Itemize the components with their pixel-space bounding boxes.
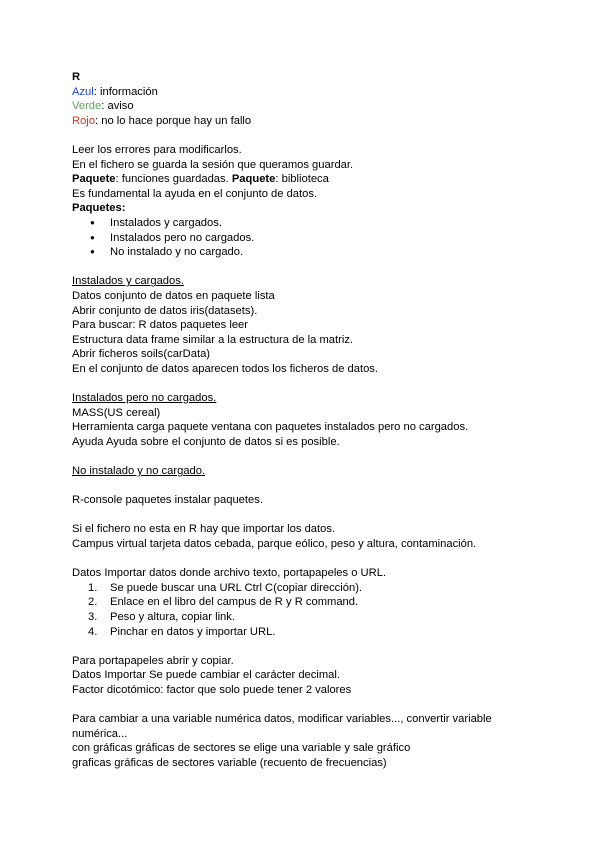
step-number: 4. <box>88 625 98 638</box>
s1-line: En el conjunto de datos aparecen todos los ficheros de datos. <box>72 362 378 375</box>
list-item <box>72 581 532 596</box>
intro-line-1: Leer los errores para modificarlos. <box>72 143 242 156</box>
list-item: ● Instalados pero no cargados. <box>72 231 532 246</box>
document-page <box>72 70 532 771</box>
legend-blue-label: Azul <box>72 85 94 98</box>
legend-blue-sep: : <box>93 85 97 98</box>
s2-line: Ayuda Ayuda sobre el conjunto de datos si es posible. <box>72 435 340 448</box>
step-text: Enlace en el libro del campus de R y R command. <box>110 596 359 609</box>
paquetes-heading: Paquetes: <box>72 202 126 215</box>
s3-line: Campus virtual tarjeta datos cebada, parque eólico, peso y altura, contaminación. <box>72 538 477 550</box>
list-item <box>72 610 532 625</box>
s3-line: Para cambiar a una variable numérica datos, modificar variables..., convertir variable numérica... <box>72 713 492 740</box>
s1-line: Datos conjunto de datos en paquete lista <box>72 289 275 302</box>
section-heading-instalados-cargados: Instalados y cargados. <box>72 275 184 288</box>
s3-line: Datos Importar datos donde archivo texto, portapapeles o URL. <box>72 567 387 580</box>
legend-blue-text: información <box>96 85 158 98</box>
s2-line: MASS(US cereal) <box>72 406 161 419</box>
step-text: Peso y altura, copiar link. <box>110 610 235 623</box>
step-text: Pinchar en datos y importar URL. <box>110 625 276 638</box>
list-item: ● No instalado y no cargado. <box>72 245 532 260</box>
paquete-def-1: : funciones guardadas. <box>115 173 232 186</box>
s3-line: graficas gráficas de sectores variable (recuento de frecuencias) <box>72 756 387 769</box>
doc-title: R <box>72 71 81 83</box>
legend-green-text: aviso <box>104 100 134 113</box>
paquete-term-1: Paquete <box>72 173 116 186</box>
legend-red-label: Rojo <box>72 114 96 127</box>
legend-green-label: Verde <box>72 100 102 113</box>
s1-line: Abrir conjunto de datos iris(datasets). <box>72 304 258 317</box>
legend-blue <box>72 85 532 100</box>
s3-line: Datos Importar Se puede cambiar el carácter decimal. <box>72 669 340 682</box>
paquete-def-2: : biblioteca <box>275 173 329 186</box>
list-item <box>72 625 532 640</box>
import-steps-list <box>72 581 532 639</box>
s3-line: Factor dicotómico: factor que solo puede tener 2 valores <box>72 683 352 696</box>
legend-green <box>72 99 532 114</box>
legend-red-sep: : <box>95 114 99 127</box>
s3-line: con gráficas gráficas de sectores se elige una variable y sale gráfico <box>72 742 411 755</box>
paquete-term-2: Paquete <box>231 173 276 186</box>
s3-line: R-console paquetes instalar paquetes. <box>72 494 263 507</box>
intro-line-4: Es fundamental la ayuda en el conjunto de datos. <box>72 187 318 200</box>
step-text: Se puede buscar una URL Ctrl C(copiar dirección). <box>110 581 363 594</box>
paquetes-list <box>72 216 532 260</box>
section-heading-no-instalado: No instalado y no cargado. <box>72 465 206 478</box>
list-item: ● Instalados y cargados. <box>72 216 532 231</box>
list-item <box>72 595 532 610</box>
legend-red-text: no lo hace porque hay un fallo <box>98 114 252 127</box>
s3-line: Si el fichero no esta en R hay que importar los datos. <box>72 523 336 536</box>
s1-line: Para buscar: R datos paquetes leer <box>72 319 248 332</box>
s1-line: Abrir ficheros soils(carData) <box>72 348 211 361</box>
s3-line: Para portapapeles abrir y copiar. <box>72 654 234 667</box>
section-heading-instalados-no-cargados: Instalados pero no cargados. <box>72 392 217 405</box>
step-number: 3. <box>88 610 98 623</box>
legend-red <box>72 114 532 129</box>
intro-line-2: En el fichero se guarda la sesión que queramos guardar. <box>72 158 354 171</box>
intro-paquete-line <box>72 172 532 187</box>
s1-line: Estructura data frame similar a la estructura de la matriz. <box>72 333 354 346</box>
step-number: 2. <box>88 596 98 609</box>
step-number: 1. <box>88 581 98 594</box>
legend-green-sep: : <box>101 100 105 113</box>
s2-line: Herramienta carga paquete ventana con paquetes instalados pero no cargados. <box>72 421 469 434</box>
